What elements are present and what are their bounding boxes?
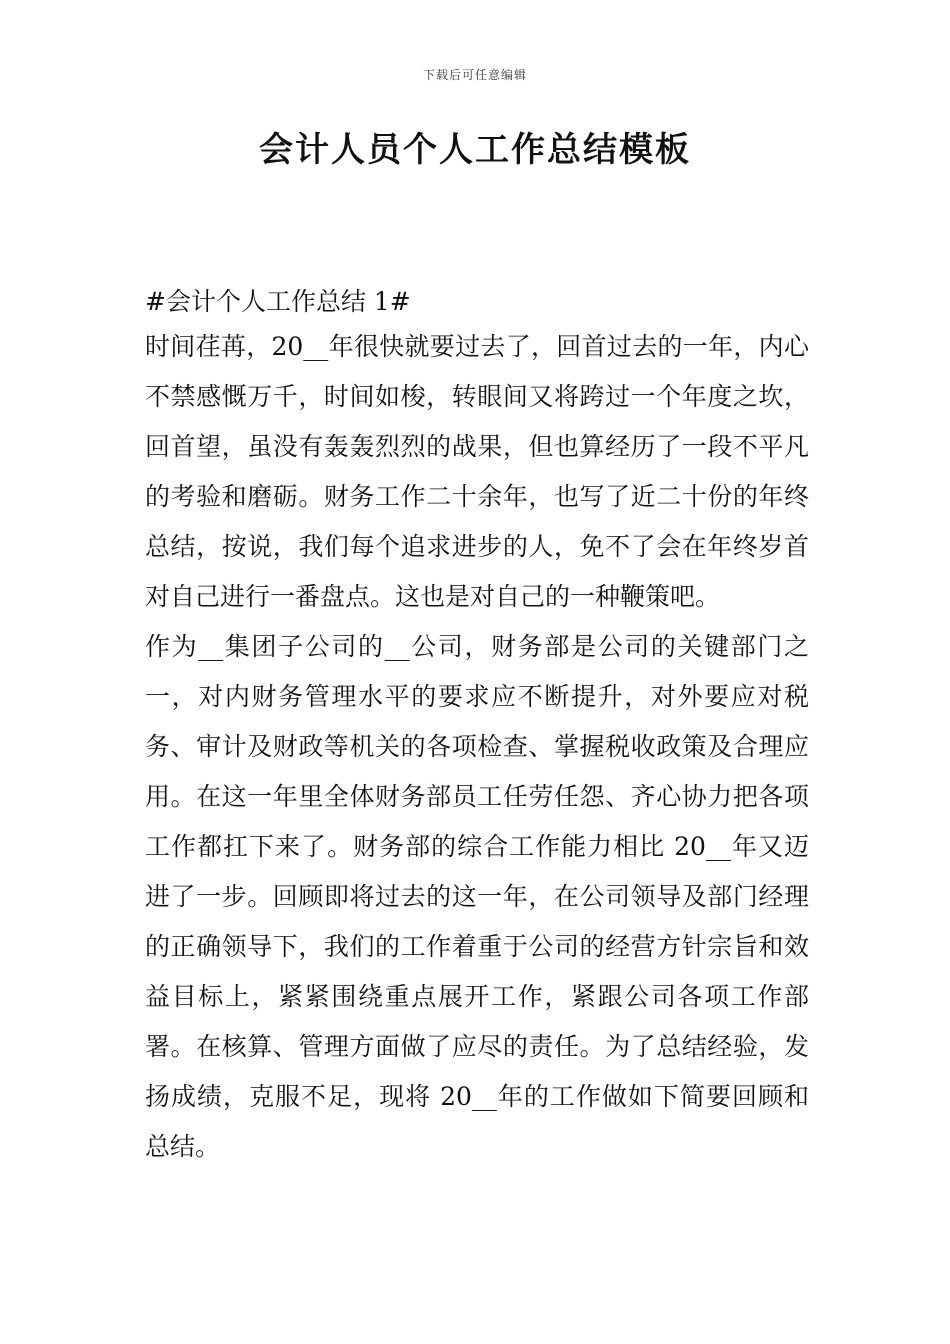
paragraph-2: 作为__集团子公司的__公司，财务部是公司的关键部门之一，对内财务管理水平的要求应不断提升，对外要应对税务、审计及财政等机关的各项检查、掌握税收政策及合理应用。在这一年里全体财务部员工任劳任怨、齐心协力把各项工作都扛下来了。财务部的综合工作能力相比 20__年又迈进了一步。回顾即将过去的这一年，在公司领导及部门经理的正确领导下，我们的工作着重于公司的经营方针宗旨和效益目标上，紧紧围绕重点展开工作，紧跟公司各项工作部署。在核算、管理方面做了应尽的责任。为了总结经验，发扬成绩，克服不足，现将 20__年的工作做如下简要回顾和总结。 — [145, 632, 809, 1161]
section-heading: #会计个人工作总结 1# — [145, 287, 411, 316]
header-note: 下载后可任意编辑 — [422, 68, 527, 82]
paragraph-1: 时间荏苒，20__年很快就要过去了，回首过去的一年，内心不禁感慨万千，时间如梭，转眼间又将跨过一个年度之坎，回首望，虽没有轰轰烈烈的战果，但也算经历了一段不平凡的考验和磨砺。财务工作二十余年，也写了近二十份的年终总结，按说，我们每个追求进步的人，免不了会在年终岁首对自己进行一番盘点。这也是对自己的一种鞭策吧。 — [145, 332, 809, 611]
document-title: 会计人员个人工作总结模板 — [259, 130, 691, 170]
document-body — [145, 282, 809, 1172]
